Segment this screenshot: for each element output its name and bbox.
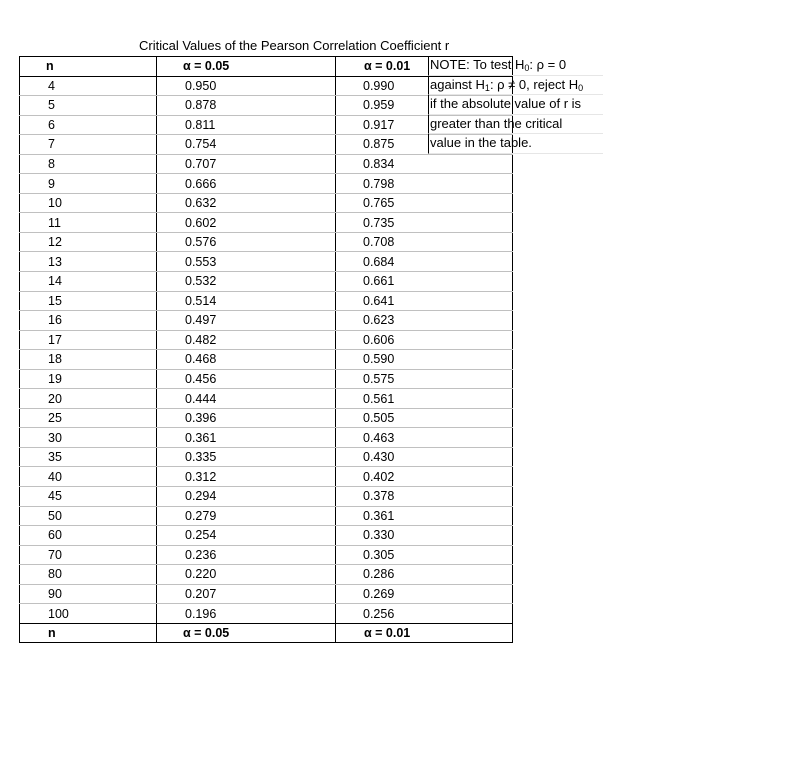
cell-alpha-005: 0.950	[157, 76, 336, 96]
cell-n: 40	[20, 467, 157, 487]
table-row	[20, 311, 513, 331]
footer-alpha-001: α = 0.01	[336, 623, 513, 643]
table-row	[20, 408, 513, 428]
cell-n: 14	[20, 272, 157, 292]
cell-alpha-005: 0.236	[157, 545, 336, 565]
cell-alpha-001: 0.590	[336, 350, 513, 370]
header-n: n	[20, 57, 157, 77]
table-row	[20, 447, 513, 467]
cell-alpha-001: 0.834	[336, 154, 513, 174]
table-row	[20, 154, 513, 174]
footer-alpha-005: α = 0.05	[157, 623, 336, 643]
cell-alpha-001: 0.917	[336, 115, 513, 135]
table-row	[20, 584, 513, 604]
cell-alpha-001: 0.305	[336, 545, 513, 565]
cell-alpha-005: 0.602	[157, 213, 336, 233]
cell-alpha-005: 0.632	[157, 193, 336, 213]
note-line-2	[428, 76, 603, 96]
cell-alpha-001: 0.286	[336, 565, 513, 585]
cell-alpha-001: 0.798	[336, 174, 513, 194]
cell-alpha-005: 0.196	[157, 604, 336, 624]
cell-n: 6	[20, 115, 157, 135]
cell-n: 50	[20, 506, 157, 526]
cell-alpha-005: 0.666	[157, 174, 336, 194]
cell-alpha-001: 0.430	[336, 447, 513, 467]
cell-alpha-001: 0.606	[336, 330, 513, 350]
cell-n: 8	[20, 154, 157, 174]
cell-alpha-001: 0.735	[336, 213, 513, 233]
cell-n: 12	[20, 232, 157, 252]
cell-n: 5	[20, 96, 157, 116]
cell-alpha-001: 0.505	[336, 408, 513, 428]
note-subscript-1: 1	[484, 82, 490, 93]
table-row	[20, 545, 513, 565]
cell-n: 80	[20, 565, 157, 585]
table-row	[20, 369, 513, 389]
table-row	[20, 506, 513, 526]
cell-n: 25	[20, 408, 157, 428]
cell-n: 13	[20, 252, 157, 272]
table-row	[20, 272, 513, 292]
note-line-2-text: against H	[430, 76, 485, 92]
note-subscript-0: 0	[524, 63, 530, 73]
cell-alpha-001: 0.402	[336, 467, 513, 487]
header-alpha-001: α = 0.01	[336, 57, 513, 77]
note-line-5: value in the table.	[428, 134, 603, 154]
note-subscript-0b: 0	[578, 82, 584, 93]
header-alpha-005: α = 0.05	[157, 57, 336, 77]
cell-n: 10	[20, 193, 157, 213]
cell-alpha-005: 0.482	[157, 330, 336, 350]
table-footer-row	[20, 623, 513, 643]
cell-alpha-005: 0.456	[157, 369, 336, 389]
cell-alpha-005: 0.254	[157, 526, 336, 546]
table-row	[20, 604, 513, 624]
table-row	[20, 428, 513, 448]
cell-alpha-001: 0.959	[336, 96, 513, 116]
cell-alpha-001: 0.990	[336, 76, 513, 96]
cell-n: 45	[20, 487, 157, 507]
cell-alpha-001: 0.575	[336, 369, 513, 389]
cell-n: 90	[20, 584, 157, 604]
cell-alpha-001: 0.708	[336, 232, 513, 252]
cell-n: 100	[20, 604, 157, 624]
cell-alpha-005: 0.279	[157, 506, 336, 526]
cell-alpha-005: 0.878	[157, 96, 336, 116]
table-row	[20, 291, 513, 311]
cell-n: 60	[20, 526, 157, 546]
table-row	[20, 232, 513, 252]
table-row	[20, 467, 513, 487]
cell-alpha-001: 0.330	[336, 526, 513, 546]
cell-n: 4	[20, 76, 157, 96]
cell-n: 17	[20, 330, 157, 350]
cell-alpha-005: 0.312	[157, 467, 336, 487]
cell-n: 15	[20, 291, 157, 311]
note-line-1	[428, 56, 603, 76]
table-row	[20, 565, 513, 585]
cell-alpha-005: 0.294	[157, 487, 336, 507]
note-line-2-rest: : ρ ≠ 0, reject H	[489, 76, 579, 92]
table-row	[20, 213, 513, 233]
footer-n: n	[20, 623, 157, 643]
cell-n: 20	[20, 389, 157, 409]
table-title: Critical Values of the Pearson Correlation Coefficient r	[139, 38, 450, 53]
cell-alpha-005: 0.754	[157, 135, 336, 155]
cell-alpha-001: 0.463	[336, 428, 513, 448]
cell-alpha-005: 0.335	[157, 447, 336, 467]
cell-alpha-005: 0.514	[157, 291, 336, 311]
cell-alpha-005: 0.220	[157, 565, 336, 585]
cell-alpha-001: 0.684	[336, 252, 513, 272]
cell-n: 11	[20, 213, 157, 233]
table-row	[20, 174, 513, 194]
cell-alpha-005: 0.361	[157, 428, 336, 448]
cell-alpha-001: 0.765	[336, 193, 513, 213]
note-line-4: greater than the critical	[428, 115, 603, 135]
cell-n: 30	[20, 428, 157, 448]
note-line-3: if the absolute value of r is	[428, 95, 603, 115]
cell-alpha-005: 0.396	[157, 408, 336, 428]
table-row	[20, 350, 513, 370]
cell-alpha-005: 0.207	[157, 584, 336, 604]
note-line-1-text: NOTE: To test H	[430, 57, 525, 72]
cell-alpha-001: 0.361	[336, 506, 513, 526]
cell-n: 16	[20, 311, 157, 331]
cell-n: 70	[20, 545, 157, 565]
note-box	[428, 56, 603, 154]
cell-n: 19	[20, 369, 157, 389]
table-row	[20, 193, 513, 213]
cell-n: 7	[20, 135, 157, 155]
cell-n: 35	[20, 447, 157, 467]
cell-alpha-001: 0.661	[336, 272, 513, 292]
note-line-1-rest: : ρ = 0	[529, 57, 567, 72]
cell-alpha-005: 0.576	[157, 232, 336, 252]
cell-alpha-005: 0.497	[157, 311, 336, 331]
table-row	[20, 252, 513, 272]
cell-alpha-005: 0.707	[157, 154, 336, 174]
cell-alpha-005: 0.532	[157, 272, 336, 292]
cell-alpha-001: 0.641	[336, 291, 513, 311]
table-row	[20, 526, 513, 546]
cell-alpha-001: 0.623	[336, 311, 513, 331]
table-row	[20, 330, 513, 350]
cell-alpha-005: 0.444	[157, 389, 336, 409]
cell-alpha-005: 0.553	[157, 252, 336, 272]
cell-alpha-001: 0.378	[336, 487, 513, 507]
cell-alpha-001: 0.269	[336, 584, 513, 604]
cell-alpha-005: 0.811	[157, 115, 336, 135]
table-row	[20, 389, 513, 409]
cell-n: 18	[20, 350, 157, 370]
cell-alpha-001: 0.875	[336, 135, 513, 155]
cell-alpha-005: 0.468	[157, 350, 336, 370]
cell-alpha-001: 0.561	[336, 389, 513, 409]
table-row	[20, 487, 513, 507]
cell-alpha-001: 0.256	[336, 604, 513, 624]
cell-n: 9	[20, 174, 157, 194]
